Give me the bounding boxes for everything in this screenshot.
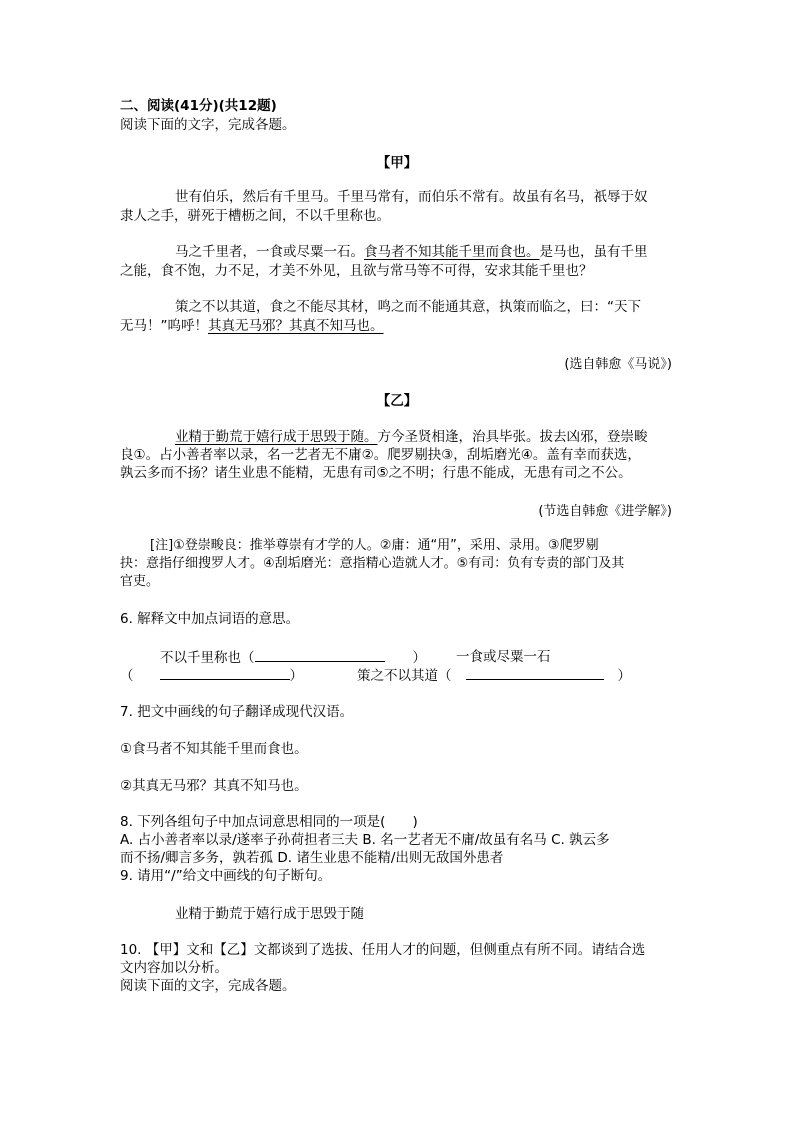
yi-source: (节选自韩愈《进学解》) — [538, 504, 672, 519]
q9-stem: 9. 请用“/”给文中画线的句子断句。 — [120, 868, 332, 884]
jia-p2-line1-start: 马之千里者，一食或尽粟一石。 — [175, 244, 364, 260]
notes-line3: 官吏。 — [120, 574, 160, 589]
q10-line1: 10. 【甲】文和【乙】文都谈到了选拔、任用人才的问题，但侧重点有所不同。请结合选 — [120, 942, 646, 958]
q6-item2-text: 一食或尽粟一石 — [456, 649, 551, 665]
yi-line2: 良①。占小善者率以录，名一艺者无不庸②。爬罗剔抉③，刮垢磨光④。盖有幸而获选， — [120, 447, 641, 463]
jia-p2-line1-end: 是马也，虽有千里 — [539, 244, 648, 260]
yi-underlined-sentence: 业精于勤荒于嬉行成于思毁于随。 — [175, 429, 378, 445]
q6-answer-blank-1[interactable] — [255, 648, 385, 662]
jia-source: (选自韩愈《马说》) — [564, 357, 672, 372]
jia-underlined-sentence-2: 其真无马邪？其真不知马也。 — [208, 318, 384, 334]
q6-item1-close: ） — [412, 650, 426, 666]
q8-options-line2: 而不扬/卿言多务，孰若孤 D. 诸生业患不能精/出则无敌国外患者 — [120, 850, 504, 866]
q6-stem: 6. 解释文中加点词语的意思。 — [120, 611, 300, 627]
jia-p3-line2-start: 无马！”呜呼！ — [120, 318, 208, 334]
q8-options-line1: A. 占小善者率以录/遂率子孙荷担者三夫 B. 名一艺者无不庸/故虽有名马 C. 孰云多 — [120, 832, 610, 848]
q7-stem: 7. 把文中画线的句子翻译成现代汉语。 — [120, 704, 354, 720]
q8-stem: 8. 下列各组句子中加点词意思相同的一项是( ) — [120, 814, 418, 830]
jia-p1-line2: 隶人之手，骈死于槽枥之间，不以千里称也。 — [120, 208, 390, 224]
q6-item3-close: ） — [617, 668, 631, 684]
section-title: 二、阅读(41分)(共12题) — [120, 98, 277, 114]
jia-p3-line2 — [120, 317, 384, 335]
jia-p2-line2: 之能，食不饱，力不足，才美不外见，且欲与常马等不可得，安求其能千里也？ — [120, 263, 593, 279]
q6-item1 — [160, 648, 426, 667]
q7-sentence-1: ①食马者不知其能千里而食也。 — [120, 741, 308, 757]
q6-item2-answer — [120, 666, 303, 685]
yi-line1 — [175, 428, 648, 446]
intro-text: 阅读下面的文字，完成各题。 — [120, 117, 296, 133]
jia-p1-line1: 世有伯乐，然后有千里马。千里马常有，而伯乐不常有。故虽有名马，祇辱于奴 — [175, 189, 648, 205]
q6-answer-blank-3[interactable] — [466, 666, 604, 680]
q10-line3: 阅读下面的文字，完成各题。 — [120, 978, 296, 994]
q6-item2-close: ） — [289, 668, 303, 684]
q10-line2: 文内容加以分析。 — [120, 960, 228, 976]
yi-heading: 【乙】 — [376, 393, 418, 409]
notes-line2: 抉：意指仔细搜罗人才。④刮垢磨光：意指精心造就人才。⑤有司：负有专责的部门及其 — [120, 556, 625, 571]
q9-sentence: 业精于勤荒于嬉行成于思毁于随 — [175, 906, 364, 922]
jia-heading: 【甲】 — [376, 155, 418, 171]
q6-item2-open: （ — [120, 668, 134, 684]
q7-sentence-2: ②其真无马邪？其真不知马也。 — [120, 778, 308, 794]
yi-line3: 孰云多而不扬？诸生业患不能精，无患有司⑤之不明；行患不能成，无患有司之不公。 — [120, 465, 632, 481]
jia-p2-line1 — [175, 243, 648, 261]
q6-item3-text: 策之不以其道（ — [357, 668, 452, 684]
q6-item3 — [357, 666, 631, 685]
jia-p3-line1: 策之不以其道，食之不能尽其材，鸣之而不能通其意，执策而临之，曰：“天下 — [175, 299, 641, 315]
notes-line1: [注]①登崇畯良：推举尊崇有才学的人。②庸：通“用”，采用、录用。③爬罗剔 — [150, 538, 599, 553]
yi-line1-rest: 方今圣贤相逢，治具毕张。拔去凶邪，登崇畯 — [377, 429, 648, 445]
jia-underlined-sentence-1: 食马者不知其能千里而食也。 — [364, 244, 540, 260]
q6-answer-blank-2[interactable] — [160, 666, 290, 680]
q6-item1-text: 不以千里称也（ — [160, 650, 255, 666]
